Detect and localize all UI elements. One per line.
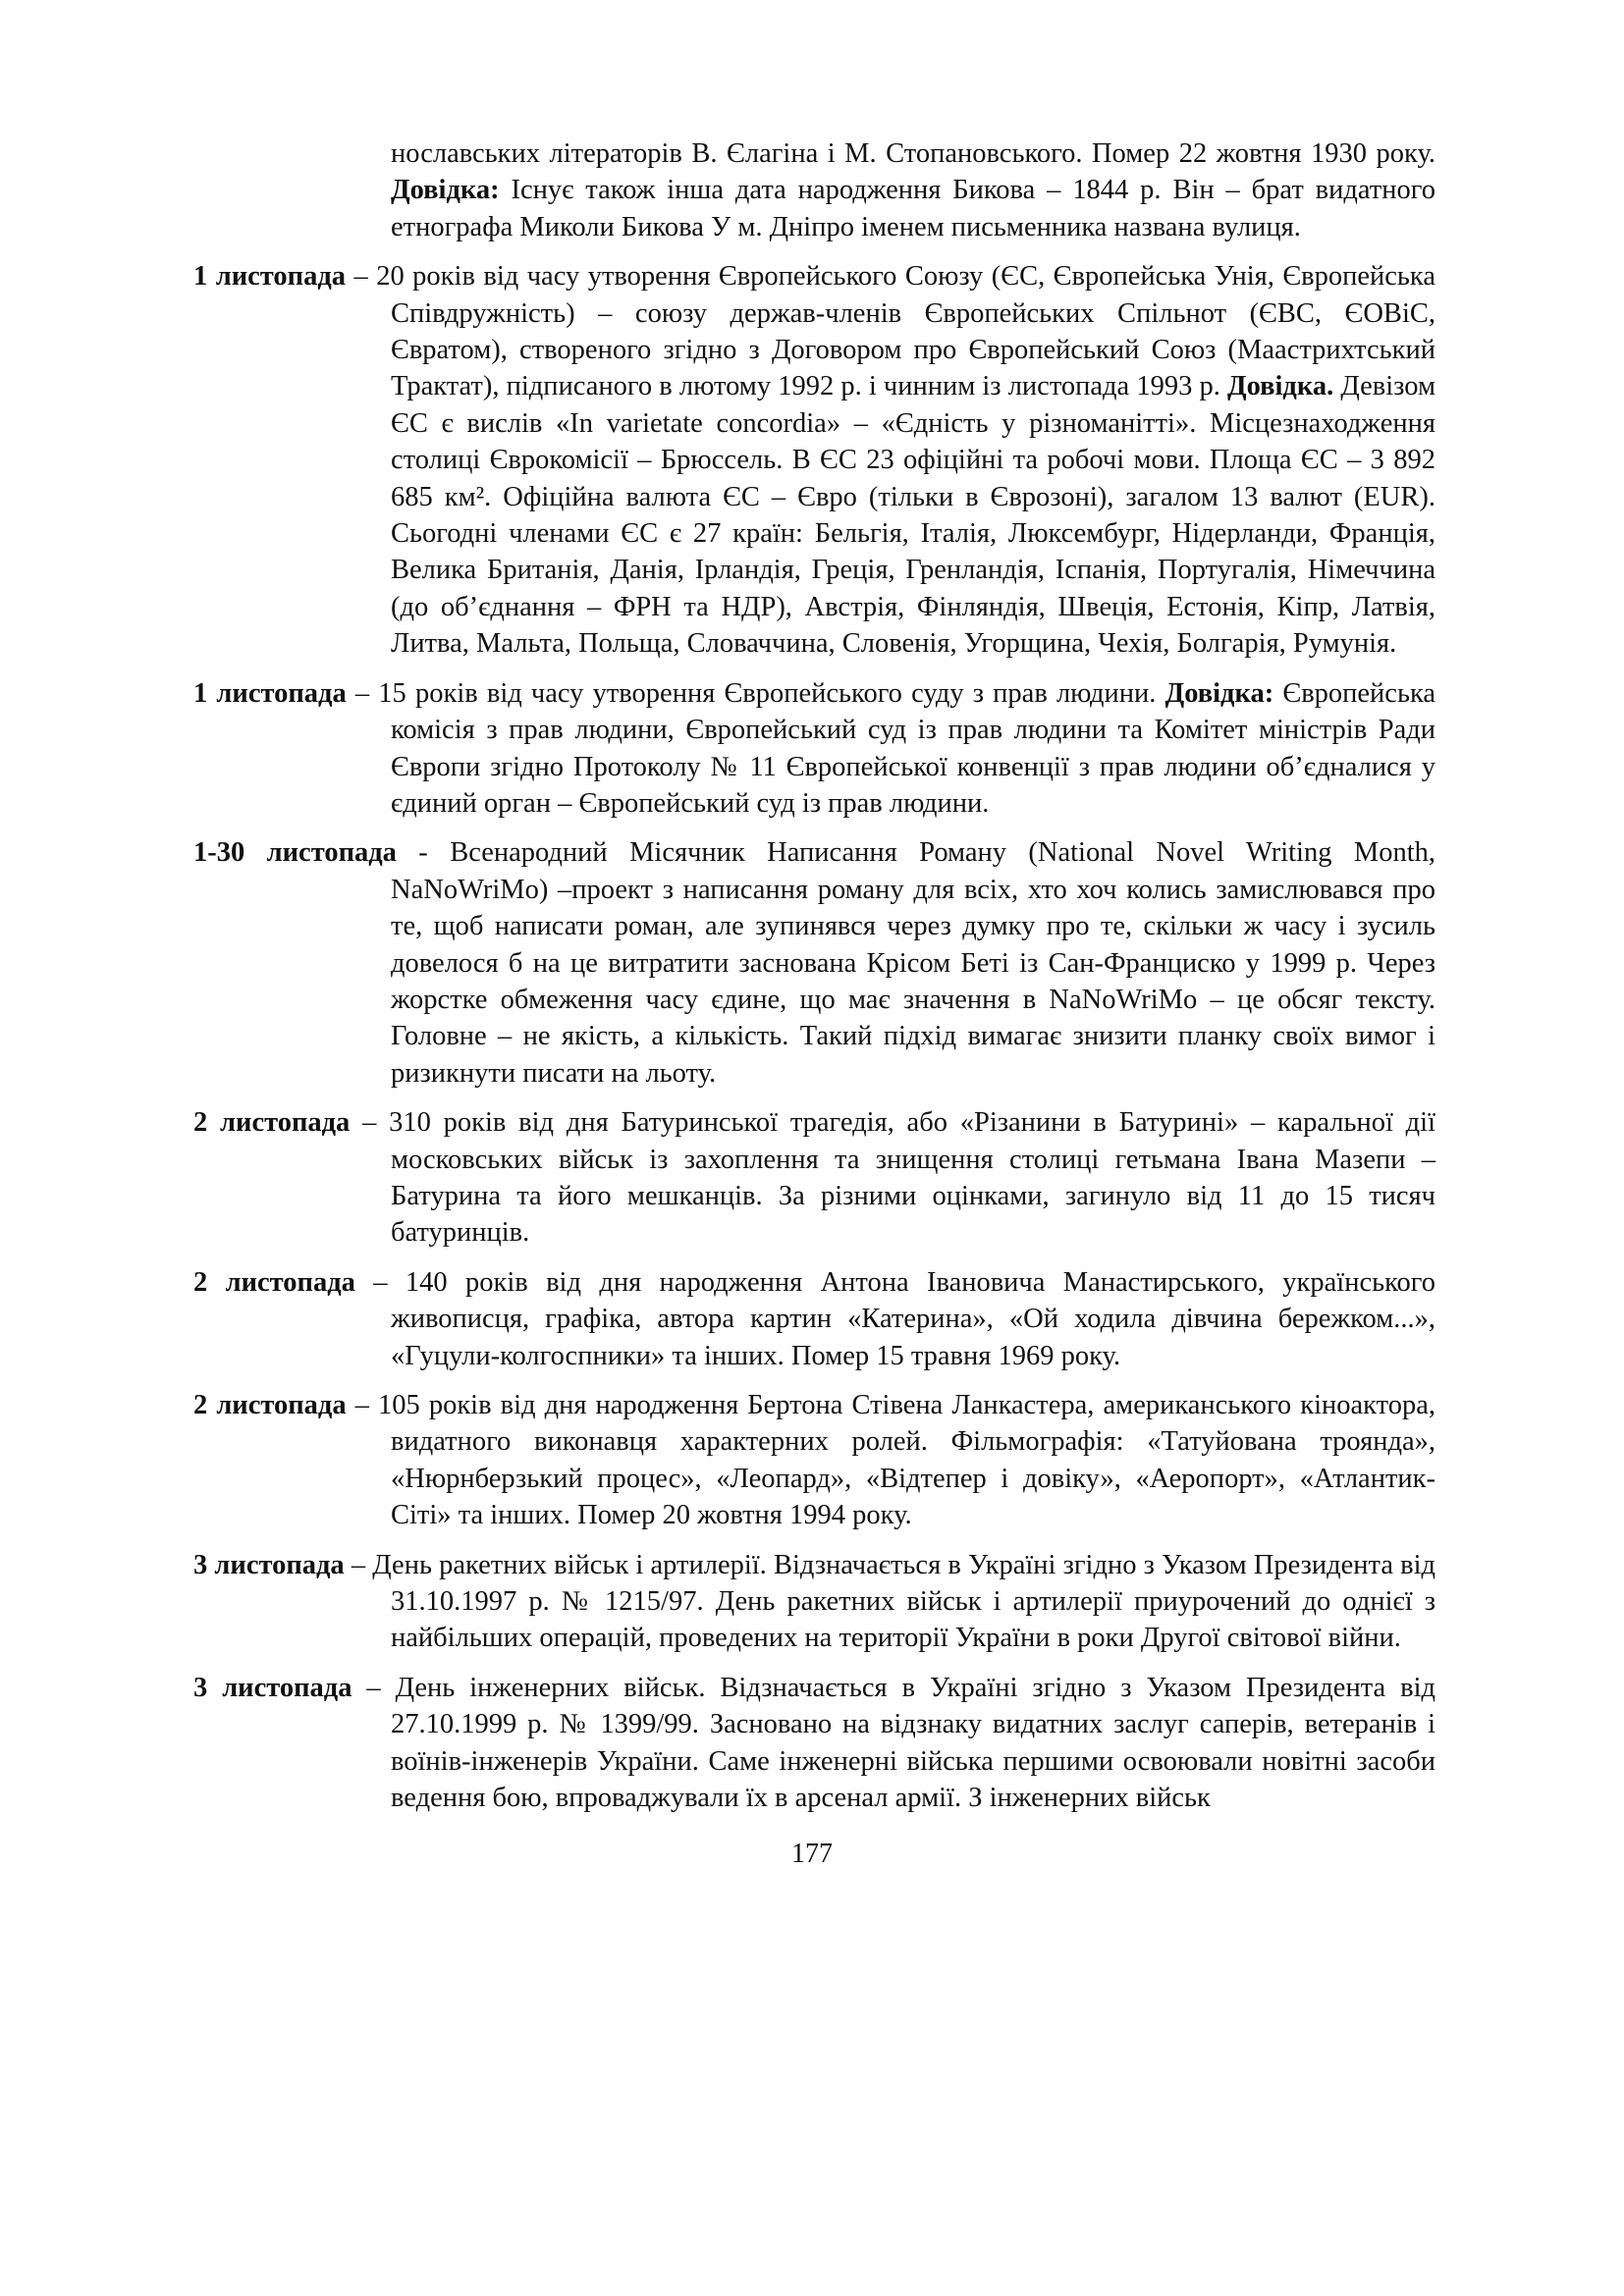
entry-separator: - [396,837,451,869]
entry-3 [193,834,1435,1092]
entry-text: 105 років від дня народження Бертона Стівена Ланкастера, американського кіноактора, видатного виконавця характерних ролей. Фільмографія: «Татуйована троянда», «Нюрнберзький процес», «Леопард», «Відтепер і довіку», «Аеропорт», «Атлантик-Сіті» та інших. Помер 20 жовтня 1994 року. [378,1390,1436,1531]
entry-date: 2 листопада [193,1266,355,1298]
reference-label: Довідка. [1226,371,1334,402]
entry-8 [193,1670,1435,1817]
entry-date: 2 листопада [193,1107,351,1139]
entry-date: 1 листопада [193,261,346,293]
entry-text: 20 років від часу утворення Європейського Союзу (ЄС, Європейська Унія, Європейська Співдружність) – союзу держав-членів Європейських Спільнот (ЄВС, ЄОВіС, Євратом), створеного згідно з Договором про Європейський Союз (Маастрихтський Трактат), підписаного в лютому 1992 р. і чинним із листопада 1993 р. [376,261,1435,402]
entry-4 [193,1104,1435,1252]
entry-separator: – [350,1107,390,1139]
entry-6 [193,1387,1435,1534]
entry-separator: – [346,261,377,293]
entry-separator: – [346,1390,379,1420]
entry-date: 1-30 листопада [193,837,397,869]
entry-5 [193,1264,1435,1374]
page-number: 177 [791,1839,833,1869]
entry-text: 15 років від часу утворення Європейського суду з прав людини. [378,677,1165,709]
entry-1 [193,258,1435,662]
entry-text-2: Європейська комісія з прав людини, Європейський суд із прав людини та Комітет міністрів Ради Європи згідно Протоколу № 11 Європейської конвенції з прав людини об’єдналися у єдиний орган – Європейський суд із прав людини. [391,677,1436,819]
entry-text-2: Девізом ЄС є вислів «In varietate concordia» – «Єдність у різноманітті». Місцезнаходження столиці Єврокомісії – Брюссель. В ЄС 23 офіційні та робочі мови. Площа ЄС – 3 892 685 км². Офіційна валюта ЄС – Євро (тільки в Єврозоні), загалом 13 валют (EUR). Сьогодні членами ЄС є 27 країн: Бельгія, Італія, Люксембург, Нідерланди, Франція, Велика Британія, Данія, Ірландія, Греція, Гренландія, Іспанія, Португалія, Німеччина (до об’єднання – ФРН та НДР), Австрія, Фінляндія, Швеція, Естонія, Кіпр, Латвія, Литва, Мальта, Польща, Словаччина, Словенія, Угорщина, Чехія, Болгарія, Румунія. [391,371,1435,660]
entry-text: День інженерних військ. Відзначається в Україні згідно з Указом Президента від 27.10.1999 р. № 1399/99. Засновано на відзнаку видатних заслуг саперів, ветеранів і воїнів-інженерів України. Саме інженерні війська першими освоювали новітні засоби ведення бою, впроваджували їх в арсенал армії. З інженерних військ [391,1672,1435,1814]
entry-2 [193,675,1435,823]
entry-text: Всенародний Місячник Написання Роману (National Novel Writing Month, NaNoWriMo) –проект з написання роману для всіх, хто хоч колись замислювався про те, щоб написати роман, але зупинявся через думку про те, скільки ж часу і зусиль довелося б на це витратити заснована Крісом Беті із Сан-Франциско у 1999 р. Через жорстке обмеження часу єдине, що має значення в NaNoWriMo – це обсяг тексту. Головне – не якість, а кількість. Такий підхід вимагає знизити планку своїх вимог і ризикнути писати на льоту. [391,837,1435,1089]
entry-text: День ракетних військ і артилерії. Відзначається в Україні згідно з Указом Президента від 31.10.1997 р. № 1215/97. День ракетних військ і артилерії приурочений до однієї з найбільших операцій, проведених на території України в роки Другої світової війни. [372,1549,1436,1654]
text-block [193,135,1435,1829]
entry-text: 140 років від дня народження Антона Івановича Манастирського, українського живописця, графіка, автора картин «Катерина», «Ой ходила дівчина бережком...», «Гуцули-колгоспники» та інших. Помер 15 травня 1969 року. [391,1266,1435,1371]
entry-date: 1 листопада [193,677,347,709]
entry-separator: – [352,1672,396,1703]
reference-label: Довідка: [1164,677,1274,709]
continuation-paragraph [193,135,1435,245]
entry-date: 2 листопада [193,1390,347,1420]
entry-text: 310 років від дня Батуринської трагедія, або «Різанини в Батурині» – каральної дії московських військ із захоплення та знищення столиці гетьмана Івана Мазепи – Батурина та його мешканців. За різними оцінками, загинуло від 11 до 15 тисяч батуринців. [389,1107,1435,1249]
entry-date: 3 листопада [193,1672,352,1703]
continuation-text: нославських літераторів В. Єлагіна і М. Стопановського. Помер 22 жовтня 1930 року. [391,138,1435,169]
entry-separator: – [354,1266,406,1298]
entry-separator: – [346,677,379,709]
continuation-text-2: Існує також інша дата народження Бикова – 1844 р. Він – брат видатного етнографа Миколи Бикова У м. Дніпро іменем письменника названа вулиця. [391,175,1435,242]
entry-7 [193,1547,1435,1657]
reference-label: Довідка: [391,175,500,206]
entry-separator: – [344,1549,373,1580]
entry-date: 3 листопада [193,1549,345,1580]
